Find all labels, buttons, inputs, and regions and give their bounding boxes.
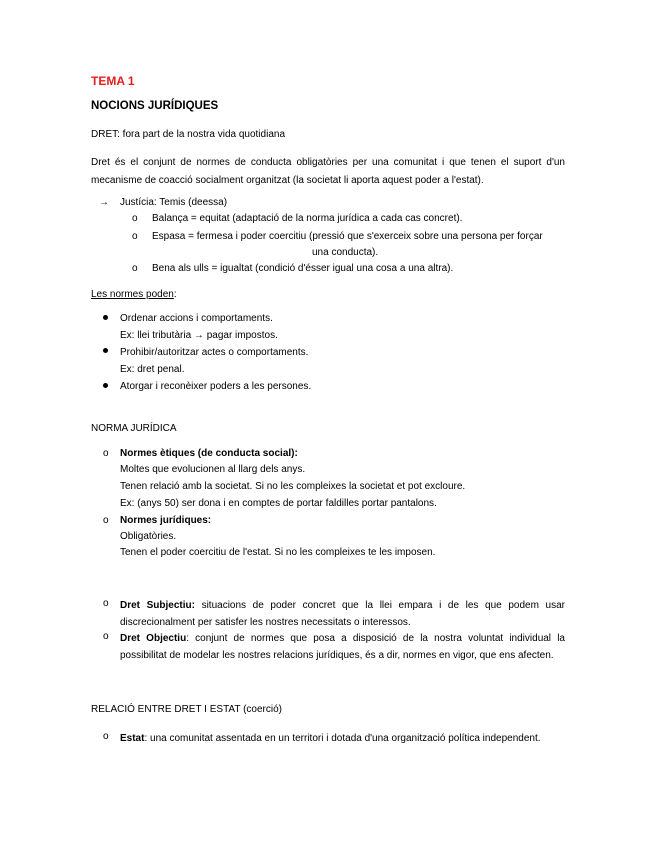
- dret-objectiu-text: : conjunt de normes que posa a disposició de la nostra voluntat individual la possibilitat de modelar les nostres relacions jurídiques, és a dir, normes en vigor, que ens afecten.: [120, 633, 565, 661]
- estat-term: Estat: [120, 733, 145, 744]
- circle-bullet-icon: o: [132, 231, 138, 242]
- circle-bullet-icon: o: [103, 515, 109, 526]
- normes-poden-heading-text: Les normes poden: [91, 289, 174, 300]
- bullet-icon: [103, 348, 108, 353]
- circle-bullet-icon: o: [132, 213, 138, 224]
- definition-paragraph: Dret és el conjunt de normes de conducta obligatòries per una comunitat i que tenen el suport d'un mecanisme de coacció socialment organitzat (la societat li aporta aquest poder a l'estat).: [91, 157, 565, 186]
- dret-subjectiu-text: situacions de poder concret que la llei empara i de les que podem usar discrecionalment per satisfer les nostres necessitats o interessos.: [120, 600, 565, 628]
- justicia-item: Balança = equitat (adaptació de la norma jurídica a cada cas concret).: [152, 213, 463, 224]
- normes-poden-heading: [91, 288, 177, 301]
- dret-objectiu-term: Dret Objectiu: [120, 633, 187, 644]
- normes-poden-item: Atorgar i reconèixer poders a les persones.: [120, 381, 312, 392]
- norma-juridica-heading: NORMA JURÍDICA: [91, 423, 177, 434]
- justicia-item-continuation: una conducta).: [312, 247, 379, 258]
- circle-bullet-icon: o: [132, 263, 138, 274]
- dret-subjectiu-term: Dret Subjectiu:: [120, 600, 195, 611]
- normes-juridiques-line: Tenen el poder coercitiu de l'estat. Si no les compleixes te les imposen.: [120, 547, 436, 558]
- normes-poden-item: Ordenar accions i comportaments.: [120, 313, 273, 324]
- normes-poden-colon: :: [173, 289, 177, 300]
- bullet-icon: [103, 383, 108, 388]
- arrow-icon: →: [99, 197, 109, 208]
- relacio-heading: RELACIÓ ENTRE DRET I ESTAT (coerció): [91, 704, 282, 715]
- dret-objectiu-paragraph: [120, 630, 565, 664]
- normes-poden-example: Ex: llei tributària → pagar impostos.: [120, 330, 278, 341]
- circle-bullet-icon: o: [103, 731, 109, 742]
- normes-juridiques-line: Obligatòries.: [120, 531, 177, 542]
- page-title: NOCIONS JURÍDIQUES: [91, 100, 219, 112]
- justicia-item: Bena als ulls = igualtat (condició d'ésser igual una cosa a una altra).: [152, 263, 454, 274]
- justicia-label: Justícia: Temis (deessa): [120, 197, 228, 208]
- circle-bullet-icon: o: [103, 598, 109, 609]
- normes-etiques-line: Tenen relació amb la societat. Si no les compleixes la societat et pot excloure.: [120, 481, 466, 492]
- estat-paragraph: [120, 730, 565, 747]
- normes-etiques-title: Normes ètiques (de conducta social):: [120, 448, 298, 459]
- dret-subjectiu-paragraph: [120, 597, 565, 631]
- normes-etiques-line: Moltes que evolucionen al llarg dels anys.: [120, 464, 306, 475]
- tema-label: TEMA 1: [91, 74, 135, 88]
- normes-poden-item: Prohibir/autoritzar actes o comportaments.: [120, 347, 309, 358]
- circle-bullet-icon: o: [103, 631, 109, 642]
- dret-line: DRET: fora part de la nostra vida quotidiana: [91, 129, 285, 140]
- normes-poden-example: Ex: dret penal.: [120, 364, 185, 375]
- normes-juridiques-title: Normes jurídiques:: [120, 515, 212, 526]
- circle-bullet-icon: o: [103, 448, 109, 459]
- justicia-item: Espasa = fermesa i poder coercitiu (pressió que s'exerceix sobre una persona per forçar: [152, 231, 543, 242]
- bullet-icon: [103, 315, 108, 320]
- normes-etiques-line: Ex: (anys 50) ser dona i en comptes de portar faldilles portar pantalons.: [120, 498, 437, 509]
- estat-text: : una comunitat assentada en un territori i dotada d'una organització política independent.: [144, 733, 541, 744]
